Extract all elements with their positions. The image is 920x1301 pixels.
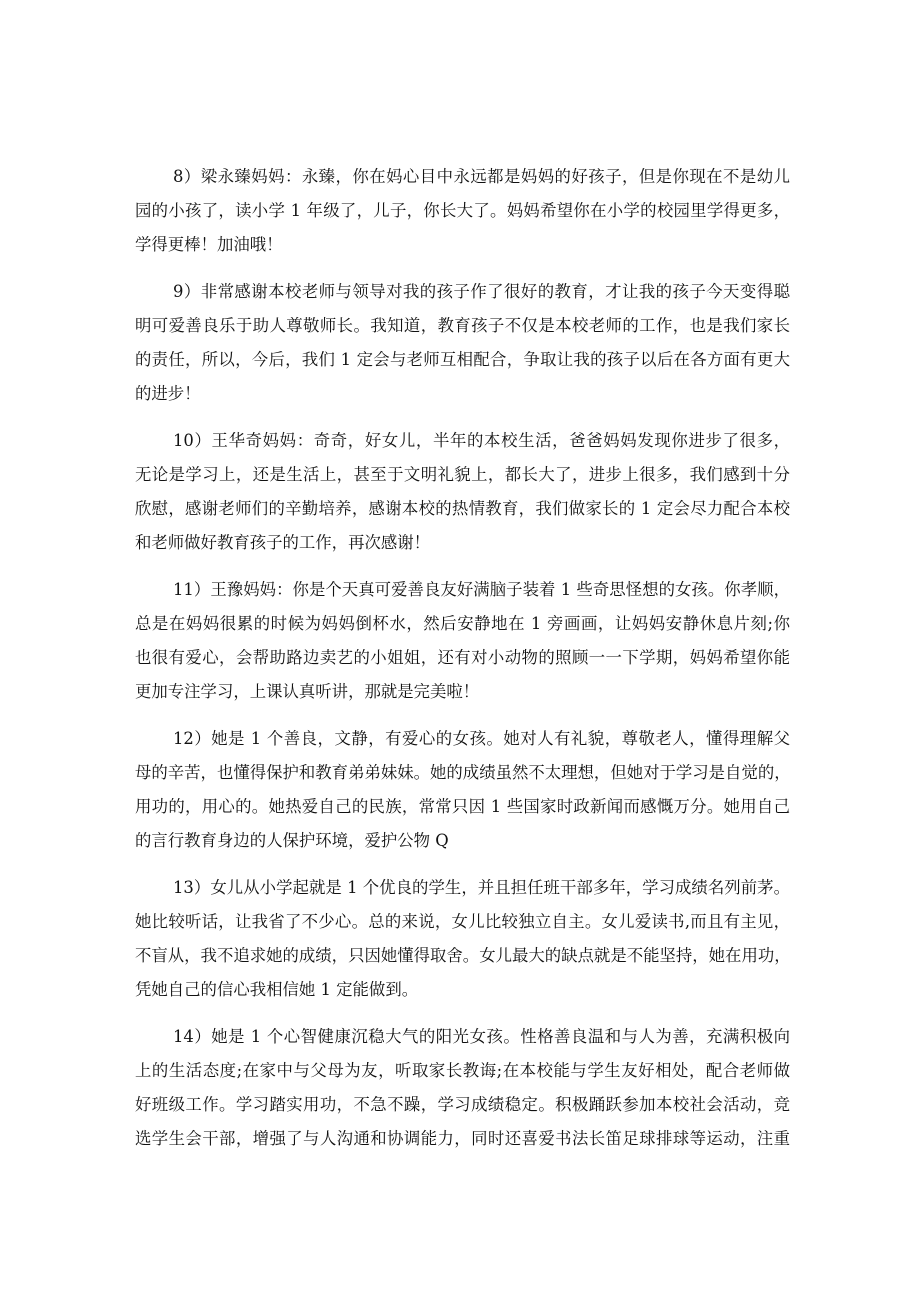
- paragraph-line: 14）她是 1 个心智健康沉稳大气的阳光女孩。性格善良温和与人为善，充满积极向: [173, 1027, 790, 1046]
- paragraph-line: 上的生活态度;在家中与父母为友，听取家长教诲;在本校能与学生友好相处，配合老师做: [135, 1061, 790, 1080]
- paragraph-8: [135, 160, 790, 262]
- paragraph-line: 她比较听话，让我省了不少心。总的来说，女儿比较独立自主。女儿爱读书,而且有主见，: [135, 912, 790, 931]
- paragraph-line: 的责任，所以，今后，我们 1 定会与老师互相配合，争取让我的孩子以后在各方面有更大: [135, 350, 790, 369]
- paragraph-line: 用功的，用心的。她热爱自己的民族，常常只因 1 些国家时政新闻而感慨万分。她用自己: [135, 797, 790, 816]
- paragraph-line: 8）梁永臻妈妈：永臻，你在妈心目中永远都是妈妈的好孩子，但是你现在不是幼儿: [173, 167, 790, 186]
- paragraph-line: 和老师做好教育孩子的工作，再次感谢！: [135, 533, 431, 552]
- paragraph-line: 学得更棒！加油哦！: [135, 235, 283, 254]
- paragraph-line: 无论是学习上，还是生活上，甚至于文明礼貌上，都长大了，进步上很多，我们感到十分: [135, 465, 790, 484]
- document-body: [135, 160, 790, 1169]
- paragraph-line: 总是在妈妈很累的时候为妈妈倒杯水，然后安静地在 1 旁画画，让妈妈安静休息片刻;你: [135, 614, 790, 633]
- paragraph-line: 明可爱善良乐于助人尊敬师长。我知道，教育孩子不仅是本校老师的工作，也是我们家长: [135, 316, 790, 335]
- paragraph-line: 也很有爱心，会帮助路边卖艺的小姐姐，还有对小动物的照顾一一下学期，妈妈希望你能: [135, 648, 790, 667]
- paragraph-line: 母的辛苦，也懂得保护和教育弟弟妹妹。她的成绩虽然不太理想，但她对于学习是自觉的，: [135, 763, 791, 782]
- paragraph-line: 的进步！: [135, 384, 201, 403]
- paragraph-13: [135, 871, 790, 1007]
- paragraph-line: 凭她自己的信心我相信她 1 定能做到。: [135, 980, 419, 999]
- paragraph-line: 不盲从，我不追求她的成绩，只因她懂得取舍。女儿最大的缺点就是不能坚持，她在用功，: [135, 946, 791, 965]
- paragraph-line: 11）王豫妈妈：你是个天真可爱善良友好满脑子装着 1 些奇思怪想的女孩。你孝顺，: [173, 580, 790, 599]
- paragraph-line: 10）王华奇妈妈：奇奇，好女儿，半年的本校生活，爸爸妈妈发现你进步了很多，: [173, 431, 790, 450]
- paragraph-line: 9）非常感谢本校老师与领导对我的孩子作了很好的教育，才让我的孩子今天变得聪: [173, 282, 790, 301]
- paragraph-line: 的言行教育身边的人保护环境，爱护公物 Q: [135, 831, 449, 850]
- paragraph-line: 选学生会干部，增强了与人沟通和协调能力，同时还喜爱书法长笛足球排球等运动，注重: [135, 1129, 790, 1148]
- paragraph-9: [135, 275, 790, 411]
- paragraph-line: 园的小孩了，读小学 1 年级了，儿子，你长大了。妈妈希望你在小学的校园里学得更多，: [135, 201, 790, 220]
- paragraph-line: 好班级工作。学习踏实用功，不急不躁，学习成绩稳定。积极踊跃参加本校社会活动，竞: [135, 1095, 790, 1114]
- paragraph-line: 欣慰，感谢老师们的辛勤培养，感谢本校的热情教育，我们做家长的 1 定会尽力配合本校: [135, 499, 790, 518]
- paragraph-12: [135, 722, 790, 858]
- paragraph-line: 更加专注学习，上课认真听讲，那就是完美啦！: [135, 682, 480, 701]
- paragraph-line: 12）她是 1 个善良，文静，有爱心的女孩。她对人有礼貌，尊敬老人，懂得理解父: [173, 729, 790, 748]
- paragraph-line: 13）女儿从小学起就是 1 个优良的学生，并且担任班干部多年，学习成绩名列前茅。: [173, 878, 790, 897]
- paragraph-11: [135, 573, 790, 709]
- paragraph-10: [135, 424, 790, 560]
- paragraph-14: [135, 1020, 790, 1156]
